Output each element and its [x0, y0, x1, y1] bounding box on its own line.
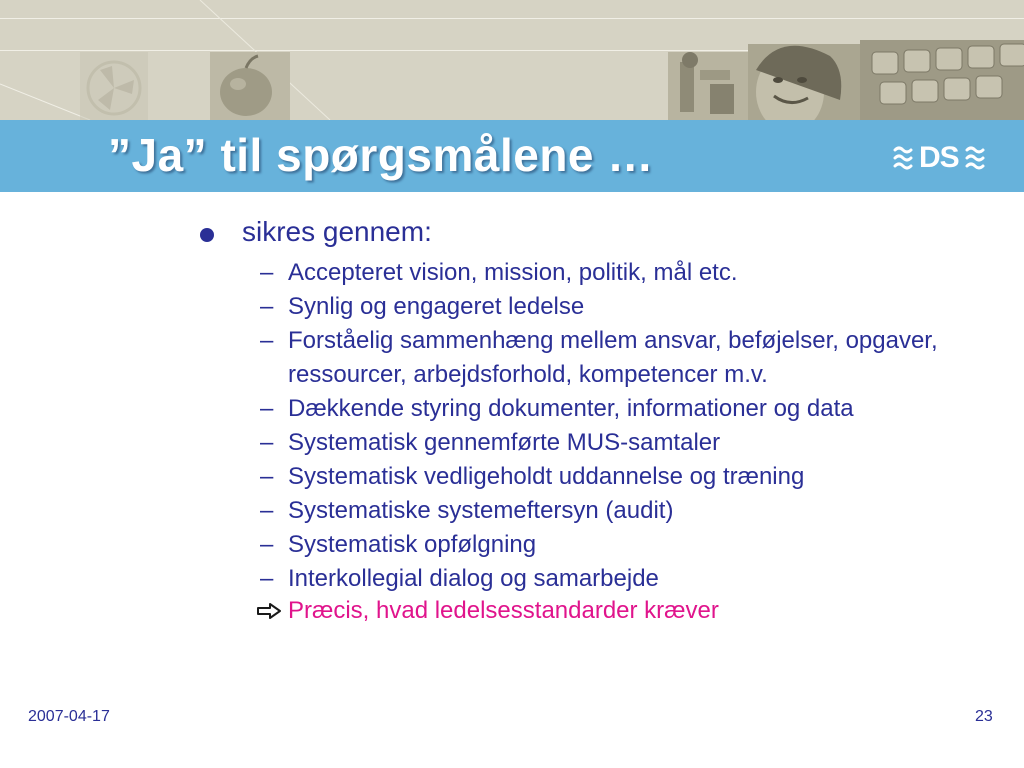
machine-image: [668, 52, 748, 120]
page-number: 23: [975, 708, 993, 725]
fan-image: [80, 52, 148, 120]
sub-bullet-list: [256, 256, 996, 596]
footer-date: 2007-04-17: [28, 708, 110, 725]
list-item: – Forståelig sammenhæng mellem ansvar, beføjelser, opgaver, ressourcer, arbejdsforhold, kompetencer m.v.: [256, 324, 996, 392]
arrow-right-icon: [256, 602, 282, 620]
bullet-icon: [200, 228, 214, 242]
apple-image: [210, 52, 290, 120]
list-item: – Systematisk opfølgning: [256, 528, 996, 562]
slide-content: [196, 216, 996, 624]
dash-marker: –: [260, 497, 274, 524]
slide-title: ”Ja” til spørgsmålene …: [108, 129, 654, 181]
list-item: – Interkollegial dialog og samarbejde: [256, 562, 996, 596]
main-bullet-text: sikres gennem:: [242, 216, 432, 247]
dash-marker: –: [260, 327, 274, 354]
list-item: – Dækkende styring dokumenter, informationer og data: [256, 392, 996, 426]
person-image: [748, 44, 860, 120]
dash-marker: –: [260, 259, 274, 286]
list-item: – Accepteret vision, mission, politik, mål etc.: [256, 256, 996, 290]
ds-logo: [893, 140, 987, 176]
header-banner: [0, 0, 1024, 120]
dash-marker: –: [260, 463, 274, 490]
list-item: – Systematisk gennemførte MUS-samtaler: [256, 426, 996, 460]
list-item: – Systematiske systemeftersyn (audit): [256, 494, 996, 528]
dash-marker: –: [260, 565, 274, 592]
logo-text: DS: [919, 141, 959, 174]
list-item: – Synlig og engageret ledelse: [256, 290, 996, 324]
highlight-text: Præcis, hvad ledelsesstandarder kræver: [288, 597, 719, 624]
dash-marker: –: [260, 531, 274, 558]
dash-marker: –: [260, 293, 274, 320]
list-item: – Systematisk vedligeholdt uddannelse og træning: [256, 460, 996, 494]
banner-photo-strip: [0, 0, 1024, 120]
dash-marker: –: [260, 395, 274, 422]
keyboard-image: [860, 40, 1024, 120]
main-bullet: [196, 216, 996, 252]
dash-marker: –: [260, 429, 274, 456]
